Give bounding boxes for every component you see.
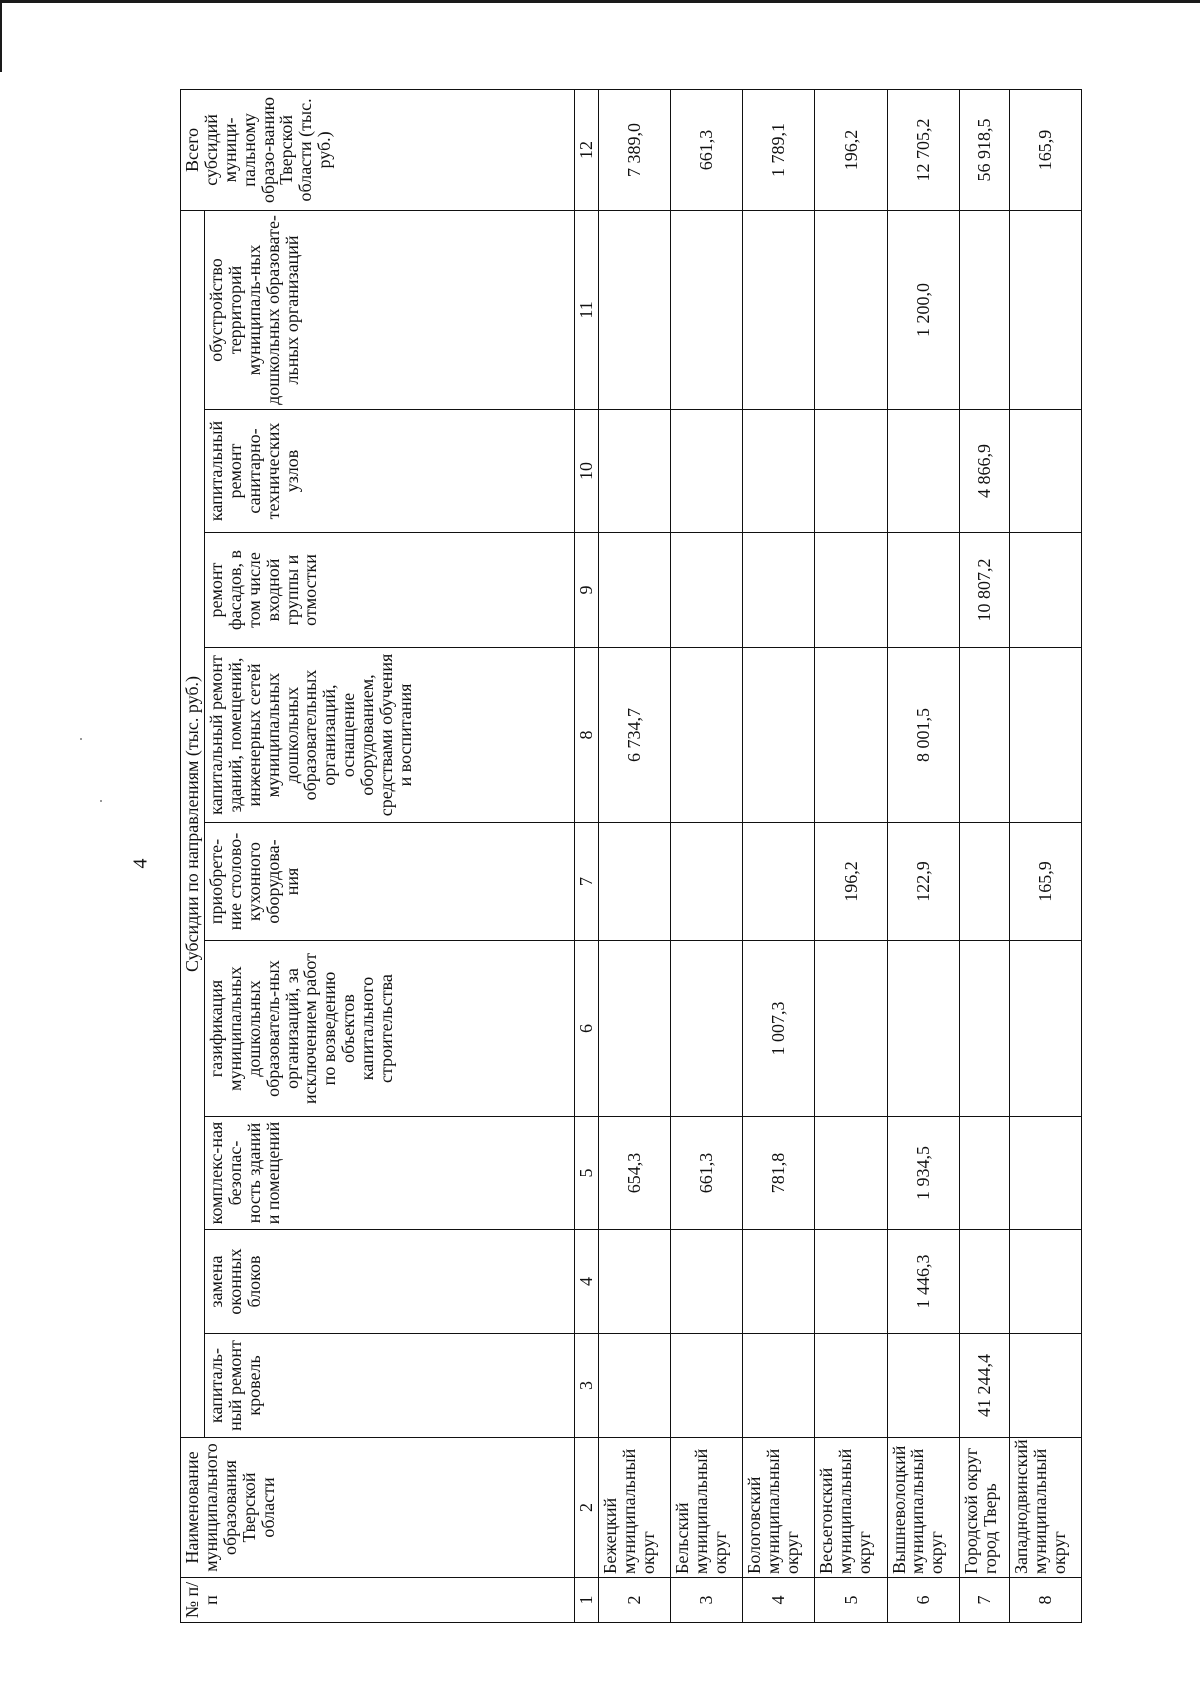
header-col-8: капитальный ремонт зданий, помещений, инженерных сетей муниципальных дошкольных образовательных организаций, оснащение оборудованием, средствами обучения и воспитания [205, 648, 575, 823]
cell-roof-repair [887, 1334, 959, 1438]
cell-territory-improvement: 1 200,0 [887, 210, 959, 409]
cell-security: 654,3 [598, 1117, 670, 1230]
cell-total: 12 705,2 [887, 89, 959, 210]
row-num: 3 [671, 1578, 743, 1623]
col-number: 7 [575, 823, 599, 941]
cell-roof-repair [598, 1334, 670, 1438]
cell-sanitary-repair [1009, 410, 1081, 533]
cell-kitchen-equipment [743, 823, 815, 941]
cell-roof-repair [1009, 1334, 1081, 1438]
cell-kitchen-equipment [671, 823, 743, 941]
cell-window-replacement [743, 1230, 815, 1334]
cell-window-replacement [1009, 1230, 1081, 1334]
row-name: Городской округ город Тверь [959, 1438, 1009, 1578]
cell-facade-repair [887, 533, 959, 648]
cell-capital-repair [743, 648, 815, 823]
cell-territory-improvement [1009, 210, 1081, 409]
cell-window-replacement [671, 1230, 743, 1334]
cell-territory-improvement [598, 210, 670, 409]
cell-capital-repair [1009, 648, 1081, 823]
row-num: 4 [743, 1578, 815, 1623]
cell-facade-repair [815, 533, 887, 648]
cell-gasification [887, 941, 959, 1117]
header-group: Субсидии по направлениям (тыс. руб.) [181, 210, 205, 1437]
row-name: Западнодвинский муниципальный округ [1009, 1438, 1081, 1578]
row-name: Вышневолоцкий муниципальный округ [887, 1438, 959, 1578]
cell-security [815, 1117, 887, 1230]
cell-sanitary-repair [598, 410, 670, 533]
cell-sanitary-repair [743, 410, 815, 533]
cell-kitchen-equipment [959, 823, 1009, 941]
cell-gasification: 1 007,3 [743, 941, 815, 1117]
col-number: 3 [575, 1334, 599, 1438]
cell-capital-repair [671, 648, 743, 823]
table-row [743, 89, 815, 1622]
subsidy-table-rotated [180, 90, 1082, 1623]
cell-security: 661,3 [671, 1117, 743, 1230]
row-num: 6 [887, 1578, 959, 1623]
row-name: Бельский муниципальный округ [671, 1438, 743, 1578]
col-number: 2 [575, 1438, 599, 1578]
cell-roof-repair: 41 244,4 [959, 1334, 1009, 1438]
table-row [1009, 89, 1081, 1622]
scan-edge-left [0, 0, 2, 72]
cell-kitchen-equipment: 122,9 [887, 823, 959, 941]
cell-roof-repair [815, 1334, 887, 1438]
row-num: 7 [959, 1578, 1009, 1623]
table-row [959, 89, 1009, 1622]
cell-kitchen-equipment [598, 823, 670, 941]
header-col-9: ремонт фасадов, в том числе входной группы и отмостки [205, 533, 575, 648]
row-num: 5 [815, 1578, 887, 1623]
cell-kitchen-equipment: 196,2 [815, 823, 887, 941]
cell-sanitary-repair: 4 866,9 [959, 410, 1009, 533]
cell-gasification [671, 941, 743, 1117]
col-number: 5 [575, 1117, 599, 1230]
cell-security: 781,8 [743, 1117, 815, 1230]
row-num: 8 [1009, 1578, 1081, 1623]
cell-security [959, 1117, 1009, 1230]
cell-total: 196,2 [815, 89, 887, 210]
row-num: 2 [598, 1578, 670, 1623]
cell-gasification [1009, 941, 1081, 1117]
column-number-row [575, 89, 599, 1622]
header-col-5: комплекс-ная безопас-ность зданий и помещений [205, 1117, 575, 1230]
cell-sanitary-repair [671, 410, 743, 533]
scan-edge-top [0, 0, 1200, 3]
header-col-6: газификация муниципальных дошкольных образователь-ных организаций, за исключением работ по возведению объектов капитального строительства [205, 941, 575, 1117]
cell-window-replacement: 1 446,3 [887, 1230, 959, 1334]
cell-window-replacement [959, 1230, 1009, 1334]
col-number: 11 [575, 210, 599, 409]
table-row [887, 89, 959, 1622]
cell-total: 165,9 [1009, 89, 1081, 210]
table-row [598, 89, 670, 1622]
cell-capital-repair [959, 648, 1009, 823]
header-col-10: капитальный ремонт санитарно-технических узлов [205, 410, 575, 533]
cell-gasification [959, 941, 1009, 1117]
cell-territory-improvement [815, 210, 887, 409]
scan-speck [100, 800, 102, 802]
cell-territory-improvement [743, 210, 815, 409]
col-number: 9 [575, 533, 599, 648]
cell-total: 56 918,5 [959, 89, 1009, 210]
col-number: 10 [575, 410, 599, 533]
cell-territory-improvement [959, 210, 1009, 409]
cell-facade-repair [671, 533, 743, 648]
cell-facade-repair [743, 533, 815, 648]
cell-security [1009, 1117, 1081, 1230]
cell-security: 1 934,5 [887, 1117, 959, 1230]
cell-facade-repair [598, 533, 670, 648]
col-number: 8 [575, 648, 599, 823]
header-col-7: приобрете-ние столово-кухонного оборудова-ния [205, 823, 575, 941]
row-name: Бологовский муниципальный округ [743, 1438, 815, 1578]
scan-speck [80, 738, 82, 740]
cell-facade-repair [1009, 533, 1081, 648]
cell-gasification [815, 941, 887, 1117]
cell-window-replacement [598, 1230, 670, 1334]
cell-sanitary-repair [815, 410, 887, 533]
cell-gasification [598, 941, 670, 1117]
row-name: Бежецкий муниципальный округ [598, 1438, 670, 1578]
header-total: Всего субсидий муници-пальному образо-ванию Тверской области (тыс. руб.) [181, 89, 575, 210]
col-number: 1 [575, 1578, 599, 1623]
cell-total: 1 789,1 [743, 89, 815, 210]
cell-sanitary-repair [887, 410, 959, 533]
header-num: № п/п [181, 1578, 575, 1623]
col-number: 12 [575, 89, 599, 210]
cell-window-replacement [815, 1230, 887, 1334]
cell-capital-repair [815, 648, 887, 823]
table-row [815, 89, 887, 1622]
cell-roof-repair [671, 1334, 743, 1438]
cell-territory-improvement [671, 210, 743, 409]
subsidy-table [180, 89, 1082, 1623]
page-number: 4 [129, 858, 152, 869]
row-name: Весьегонский муниципальный округ [815, 1438, 887, 1578]
col-number: 4 [575, 1230, 599, 1334]
cell-kitchen-equipment: 165,9 [1009, 823, 1081, 941]
header-col-3: капиталь-ный ремонт кровель [205, 1334, 575, 1438]
header-col-4: замена оконных блоков [205, 1230, 575, 1334]
cell-roof-repair [743, 1334, 815, 1438]
cell-capital-repair: 8 001,5 [887, 648, 959, 823]
cell-capital-repair: 6 734,7 [598, 648, 670, 823]
col-number: 6 [575, 941, 599, 1117]
cell-total: 7 389,0 [598, 89, 670, 210]
table-row [671, 89, 743, 1622]
cell-facade-repair: 10 807,2 [959, 533, 1009, 648]
cell-total: 661,3 [671, 89, 743, 210]
header-name: Наименование муниципального образования Тверской области [181, 1438, 575, 1578]
header-col-11: обустройство территорий муниципаль-ных дошкольных образовате-льных организаций [205, 210, 575, 409]
